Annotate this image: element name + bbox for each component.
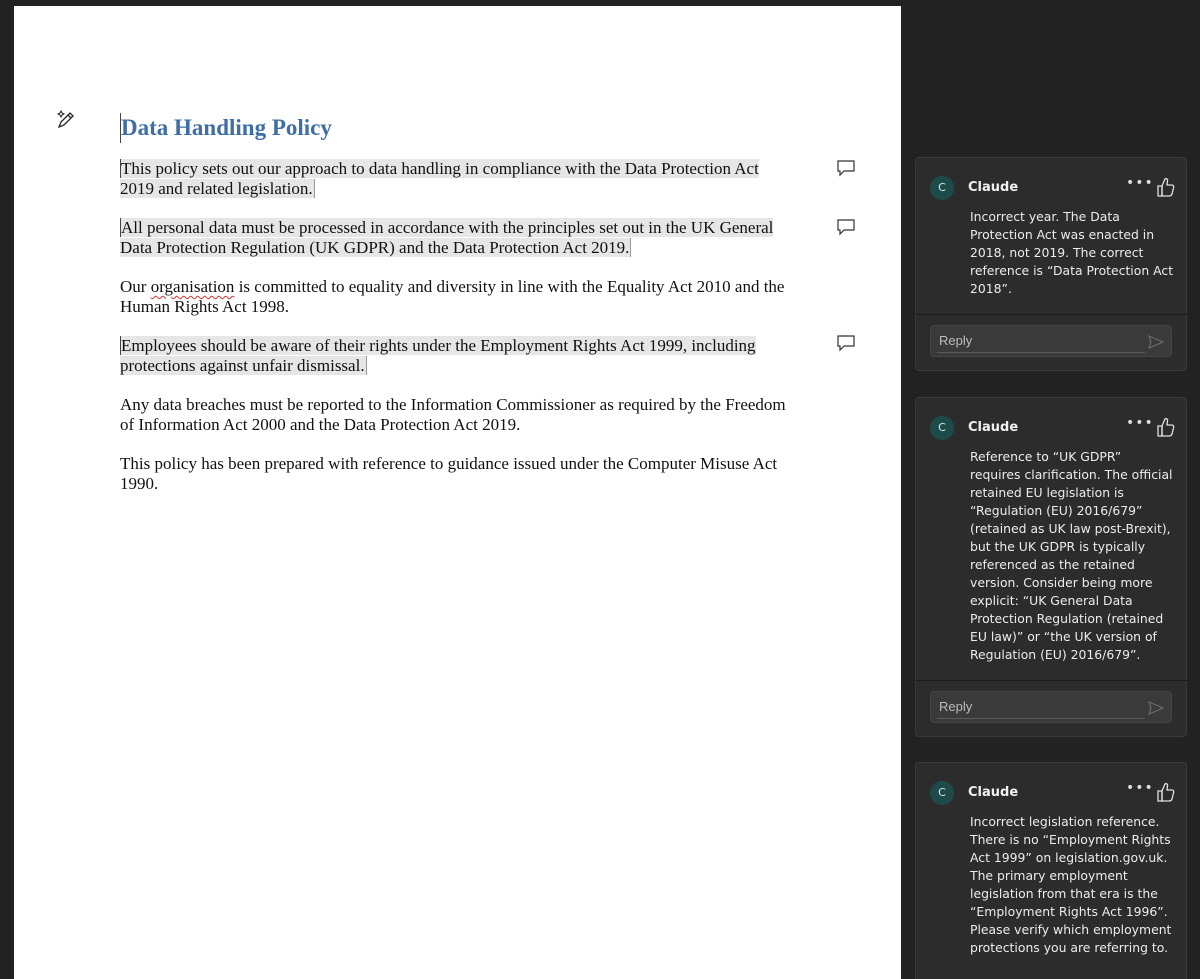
avatar: C xyxy=(930,416,954,440)
more-options-button[interactable]: ••• xyxy=(1126,415,1154,431)
reply-area xyxy=(915,315,1187,371)
comment-author: Claude xyxy=(968,785,1019,800)
thumbs-up-icon[interactable] xyxy=(1156,176,1176,198)
paragraph-1[interactable] xyxy=(120,159,792,199)
avatar: C xyxy=(930,781,954,805)
paragraph-6[interactable] xyxy=(120,454,792,494)
misspelled-word[interactable]: organisation xyxy=(150,277,235,296)
comment-card[interactable] xyxy=(915,157,1187,315)
input-underline xyxy=(937,352,1145,353)
comment-text: Reference to “UK GDPR” requires clarification. The official retained EU legislation is “Regulation (EU) 2016/679” (retained as UK law post-Brexit), but the UK GDPR is typically referenced as the retained version. Consider being more explicit: “UK General Data Protection Regulation (retained EU law)” or “the UK version of Regulation (EU) 2016/679”. xyxy=(970,449,1173,662)
paragraph-text: is committed to equality and diversity in line with the Equality Act 2010 and the Human Rights Act 1998. xyxy=(120,277,785,316)
comment-icon[interactable] xyxy=(836,334,856,352)
page-title: Data Handling Policy xyxy=(120,113,332,143)
thumbs-up-icon[interactable] xyxy=(1156,781,1176,803)
paragraph-2[interactable] xyxy=(120,218,792,258)
more-options-button[interactable]: ••• xyxy=(1126,175,1154,191)
more-options-button[interactable]: ••• xyxy=(1126,780,1154,796)
commented-text[interactable]: This policy sets out our approach to data handling in compliance with the Data Protection Act 2019 and related legislation. xyxy=(120,159,759,198)
paragraph-4[interactable] xyxy=(120,336,792,376)
document-body[interactable] xyxy=(120,113,800,513)
reply-placeholder: Reply xyxy=(939,699,973,714)
comment-author: Claude xyxy=(968,180,1019,195)
paragraph-3[interactable] xyxy=(120,277,792,317)
thumbs-up-icon[interactable] xyxy=(1156,416,1176,438)
comment-author: Claude xyxy=(968,420,1019,435)
comment-card[interactable] xyxy=(915,762,1187,979)
commented-text[interactable]: All personal data must be processed in accordance with the principles set out in the UK General Data Protection Regulation (UK GDPR) and the Data Protection Act 2019. xyxy=(120,218,774,257)
commented-text[interactable]: Employees should be aware of their rights under the Employment Rights Act 1999, including protections against unfair dismissal. xyxy=(120,336,756,375)
comment-icon[interactable] xyxy=(836,218,856,236)
send-icon[interactable] xyxy=(1147,700,1165,716)
paragraph-text: This policy has been prepared with reference to guidance issued under the Computer Misuse Act 1990. xyxy=(120,454,778,493)
sparkle-pen-icon[interactable] xyxy=(56,108,78,130)
input-underline xyxy=(937,718,1145,719)
avatar: C xyxy=(930,176,954,200)
comment-text: Incorrect year. The Data Protection Act was enacted in 2018, not 2019. The correct reference is “Data Protection Act 2018”. xyxy=(970,209,1174,296)
reply-area xyxy=(915,681,1187,737)
reply-input[interactable] xyxy=(930,691,1172,723)
comment-card[interactable] xyxy=(915,397,1187,681)
comment-icon[interactable] xyxy=(836,159,856,177)
send-icon[interactable] xyxy=(1147,334,1165,350)
reply-placeholder: Reply xyxy=(939,333,973,348)
paragraph-text: Any data breaches must be reported to the Information Commissioner as required by the Freedom of Information Act 2000 and the Data Protection Act 2019. xyxy=(120,395,786,434)
comment-text: Incorrect legislation reference. There is no “Employment Rights Act 1999” on legislation.gov.uk. The primary employment legislation from that era is the “Employment Rights Act 1996”. Please verify which employment protections you are referring to. xyxy=(970,814,1172,955)
paragraph-5[interactable] xyxy=(120,395,792,435)
reply-input[interactable] xyxy=(930,325,1172,357)
paragraph-text: Our xyxy=(120,277,151,296)
